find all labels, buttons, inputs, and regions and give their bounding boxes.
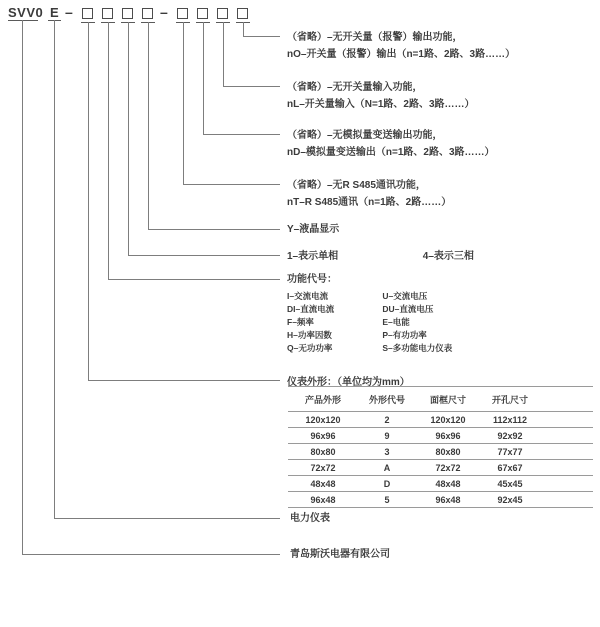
- table-cell: 48x48: [288, 476, 358, 492]
- table-cell: 112x112: [480, 412, 540, 428]
- table-cell: 92x45: [480, 492, 540, 508]
- function-code: P–有功功率: [382, 330, 427, 340]
- legend-line: （省略）–无开关量（报警）输出功能，: [287, 32, 463, 43]
- table-filler-cell: [540, 460, 593, 476]
- connector-line: [88, 22, 89, 380]
- legend-analog-output: [287, 127, 495, 161]
- legend-phase-three: 4–表示三相: [422, 251, 474, 262]
- table-cell: 77x77: [480, 444, 540, 460]
- connector-line: [54, 518, 280, 519]
- table-row: [288, 492, 593, 508]
- table-filler-cell: [540, 387, 593, 412]
- function-code: DU–直流电压: [382, 304, 434, 314]
- legend-line: （省略）–无R S485通讯功能，: [287, 180, 426, 191]
- connector-line: [203, 22, 204, 134]
- table-row: [288, 476, 593, 492]
- connector-line: [243, 36, 280, 37]
- table-cell: D: [358, 476, 416, 492]
- table-cell: A: [358, 460, 416, 476]
- legend-line: nO–开关量（报警）输出（n=1路、2路、3路……）: [287, 49, 516, 60]
- table-cell: 96x96: [288, 428, 358, 444]
- legend-switch-output: [287, 29, 515, 63]
- function-code: DI–直流电流: [287, 304, 335, 314]
- legend-lcd-display: [287, 221, 339, 238]
- table-cell: 96x48: [288, 492, 358, 508]
- table-cell: 96x48: [416, 492, 480, 508]
- table-cell: 72x72: [416, 460, 480, 476]
- code-box-4: [142, 8, 153, 19]
- legend-phase-single: 1–表示单相: [287, 251, 339, 262]
- connector-line: [148, 22, 149, 229]
- connector-line: [183, 184, 280, 185]
- function-codes-list: [287, 290, 452, 355]
- connector-line: [22, 20, 23, 554]
- legend-line: （省略）–无模拟量变送输出功能，: [287, 130, 443, 141]
- legend-line: nL–开关量输入（N=1路、2路、3路……）: [287, 99, 475, 110]
- table-cell: 3: [358, 444, 416, 460]
- function-code: H–功率因数: [287, 330, 332, 340]
- table-filler-cell: [540, 428, 593, 444]
- table-cell: 48x48: [416, 476, 480, 492]
- company-name: 青岛斯沃电器有限公司: [290, 549, 390, 560]
- connector-line: [22, 554, 280, 555]
- legend-phase: [287, 248, 474, 265]
- table-cell: 120x120: [288, 412, 358, 428]
- connector-line: [54, 20, 55, 518]
- function-code-row: [287, 329, 452, 342]
- code-box-8: [237, 8, 248, 19]
- connector-line: [128, 255, 280, 256]
- model-prefix: SVV0: [8, 5, 44, 20]
- legend-title: 功能代号：: [287, 274, 337, 285]
- function-code-row: [287, 316, 452, 329]
- connector-line: [88, 380, 280, 381]
- function-code-row: [287, 342, 452, 355]
- legend-title: 仪表外形：（单位均为mm）: [287, 377, 410, 388]
- code-box-3: [122, 8, 133, 19]
- table-filler-cell: [540, 444, 593, 460]
- connector-line: [223, 86, 280, 87]
- column-header: 外形代号: [358, 387, 416, 412]
- legend-line: nD–模拟量变送输出（n=1路、2路、3路……）: [287, 147, 495, 158]
- connector-line: [148, 229, 280, 230]
- connector-line: [243, 22, 244, 36]
- table-cell: 120x120: [416, 412, 480, 428]
- connector-line: [183, 22, 184, 184]
- table-cell: 67x67: [480, 460, 540, 476]
- table-row: [288, 460, 593, 476]
- dimensions-table: [288, 386, 593, 508]
- connector-line: [108, 279, 280, 280]
- function-code: F–频率: [287, 317, 314, 327]
- legend-line: （省略）–无开关量输入功能，: [287, 82, 423, 93]
- connector-line: [108, 22, 109, 279]
- table-row: [288, 444, 593, 460]
- function-code: S–多功能电力仪表: [382, 343, 453, 353]
- function-code-row: [287, 290, 452, 303]
- connector-line: [128, 22, 129, 255]
- table-filler-cell: [540, 476, 593, 492]
- table-row: [288, 428, 593, 444]
- table-cell: 92x92: [480, 428, 540, 444]
- table-cell: 80x80: [416, 444, 480, 460]
- column-header: 产品外形: [288, 387, 358, 412]
- legend-line: Y–液晶显示: [287, 224, 340, 235]
- function-code-row: [287, 303, 452, 316]
- function-code: E–电能: [382, 317, 410, 327]
- model-dash-2: –: [160, 4, 168, 20]
- code-box-6: [197, 8, 208, 19]
- table-cell: 5: [358, 492, 416, 508]
- function-code: I–交流电流: [287, 291, 329, 301]
- legend-switch-input: [287, 79, 475, 113]
- model-type-letter: E: [50, 5, 60, 20]
- legend-rs485: [287, 177, 451, 211]
- underline-tick: [8, 20, 38, 21]
- model-dash-1: –: [65, 4, 73, 20]
- table-cell: 2: [358, 412, 416, 428]
- table-row: [288, 412, 593, 428]
- meter-category-label: 电力仪表: [290, 513, 330, 524]
- function-code: Q–无功功率: [287, 343, 333, 353]
- table-filler-cell: [540, 492, 593, 508]
- code-box-5: [177, 8, 188, 19]
- column-header: 面框尺寸: [416, 387, 480, 412]
- legend-line: nT–R S485通讯（n=1路、2路……）: [287, 197, 452, 208]
- table-cell: 45x45: [480, 476, 540, 492]
- connector-line: [203, 134, 280, 135]
- table-cell: 72x72: [288, 460, 358, 476]
- column-header: 开孔尺寸: [480, 387, 540, 412]
- table-cell: 80x80: [288, 444, 358, 460]
- connector-line: [223, 22, 224, 86]
- table-cell: 9: [358, 428, 416, 444]
- table-filler-cell: [540, 412, 593, 428]
- code-box-2: [102, 8, 113, 19]
- code-box-7: [217, 8, 228, 19]
- legend-function-codes-title: [287, 271, 337, 288]
- function-code: U–交流电压: [382, 291, 428, 301]
- code-box-1: [82, 8, 93, 19]
- table-cell: 96x96: [416, 428, 480, 444]
- table-header-row: [288, 387, 593, 412]
